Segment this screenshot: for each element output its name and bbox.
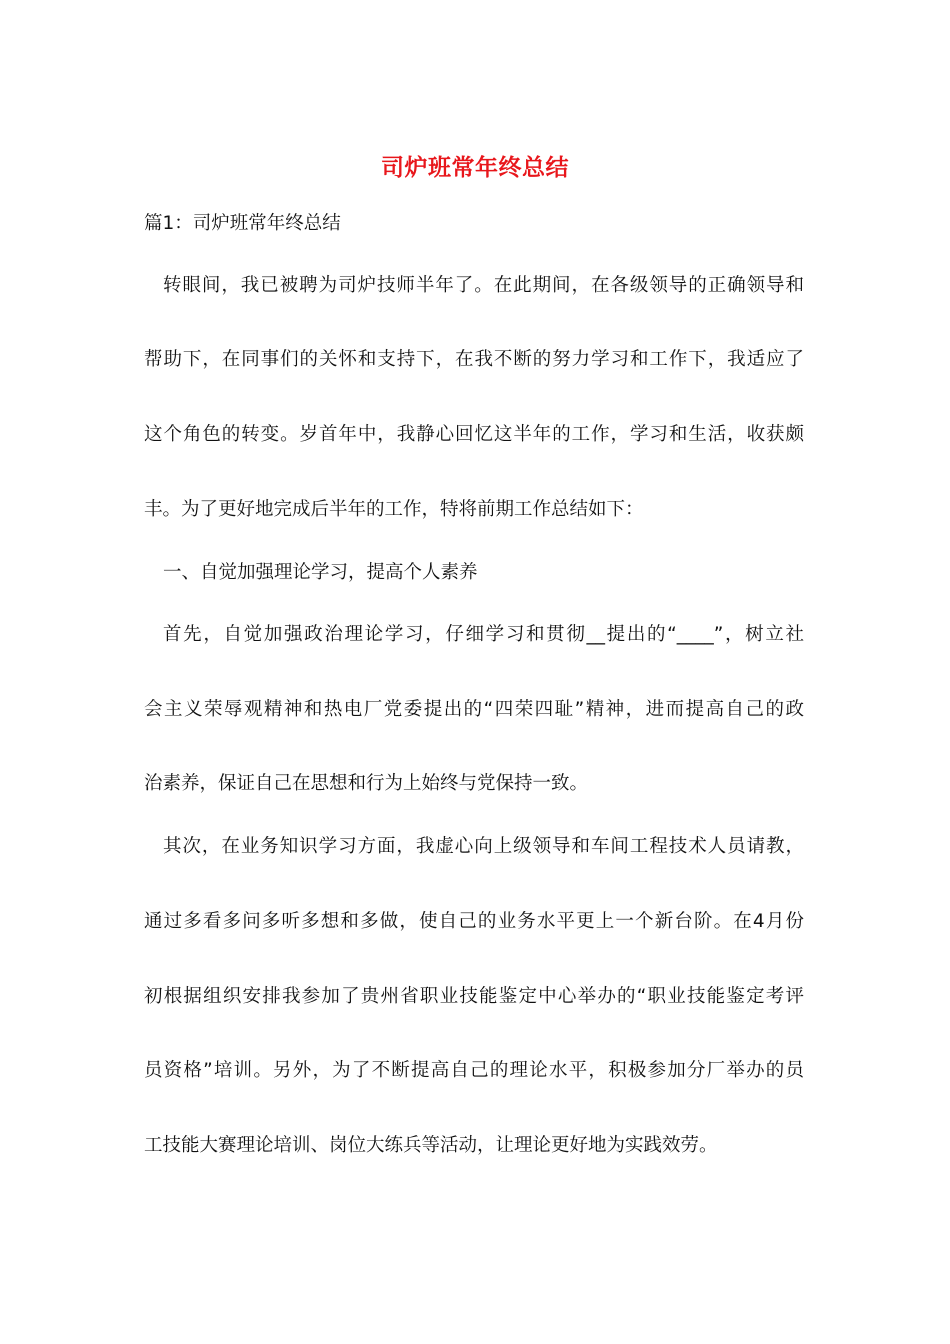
document-subtitle: 篇1：司炉班常年终总结 [144, 213, 341, 234]
document-title: 司炉班常年终总结 [381, 154, 569, 181]
paragraph-line: 员资格”培训。另外，为了不断提高自己的理论水平，积极参加分厂举办的员 [144, 1060, 804, 1081]
paragraph-line: 初根据组织安排我参加了贵州省职业技能鉴定中心举办的“职业技能鉴定考评 [144, 986, 804, 1007]
paragraph-line: 首先，自觉加强政治理论学习，仔细学习和贯彻__提出的“____”，树立社 [163, 624, 804, 645]
paragraph-line: 其次，在业务知识学习方面，我虚心向上级领导和车间工程技术人员请教， [163, 836, 804, 857]
paragraph-line: 工技能大赛理论培训、岗位大练兵等活动，让理论更好地为实践效劳。 [144, 1135, 718, 1156]
section-heading: 一、自觉加强理论学习，提高个人素养 [163, 562, 478, 583]
paragraph-line: 转眼间，我已被聘为司炉技师半年了。在此期间，在各级领导的正确领导和 [163, 275, 804, 296]
paragraph-line: 治素养，保证自己在思想和行为上始终与党保持一致。 [144, 773, 589, 794]
paragraph-line: 这个角色的转变。岁首年中，我静心回忆这半年的工作，学习和生活，收获颇 [144, 424, 804, 445]
paragraph-line: 通过多看多问多听多想和多做，使自己的业务水平更上一个新台阶。在4月份 [144, 911, 804, 932]
paragraph-line: 丰。为了更好地完成后半年的工作，特将前期工作总结如下： [144, 499, 644, 520]
paragraph-line: 帮助下，在同事们的关怀和支持下，在我不断的努力学习和工作下，我适应了 [144, 349, 804, 370]
paragraph-line: 会主义荣辱观精神和热电厂党委提出的“四荣四耻”精神，进而提高自己的政 [144, 699, 804, 720]
